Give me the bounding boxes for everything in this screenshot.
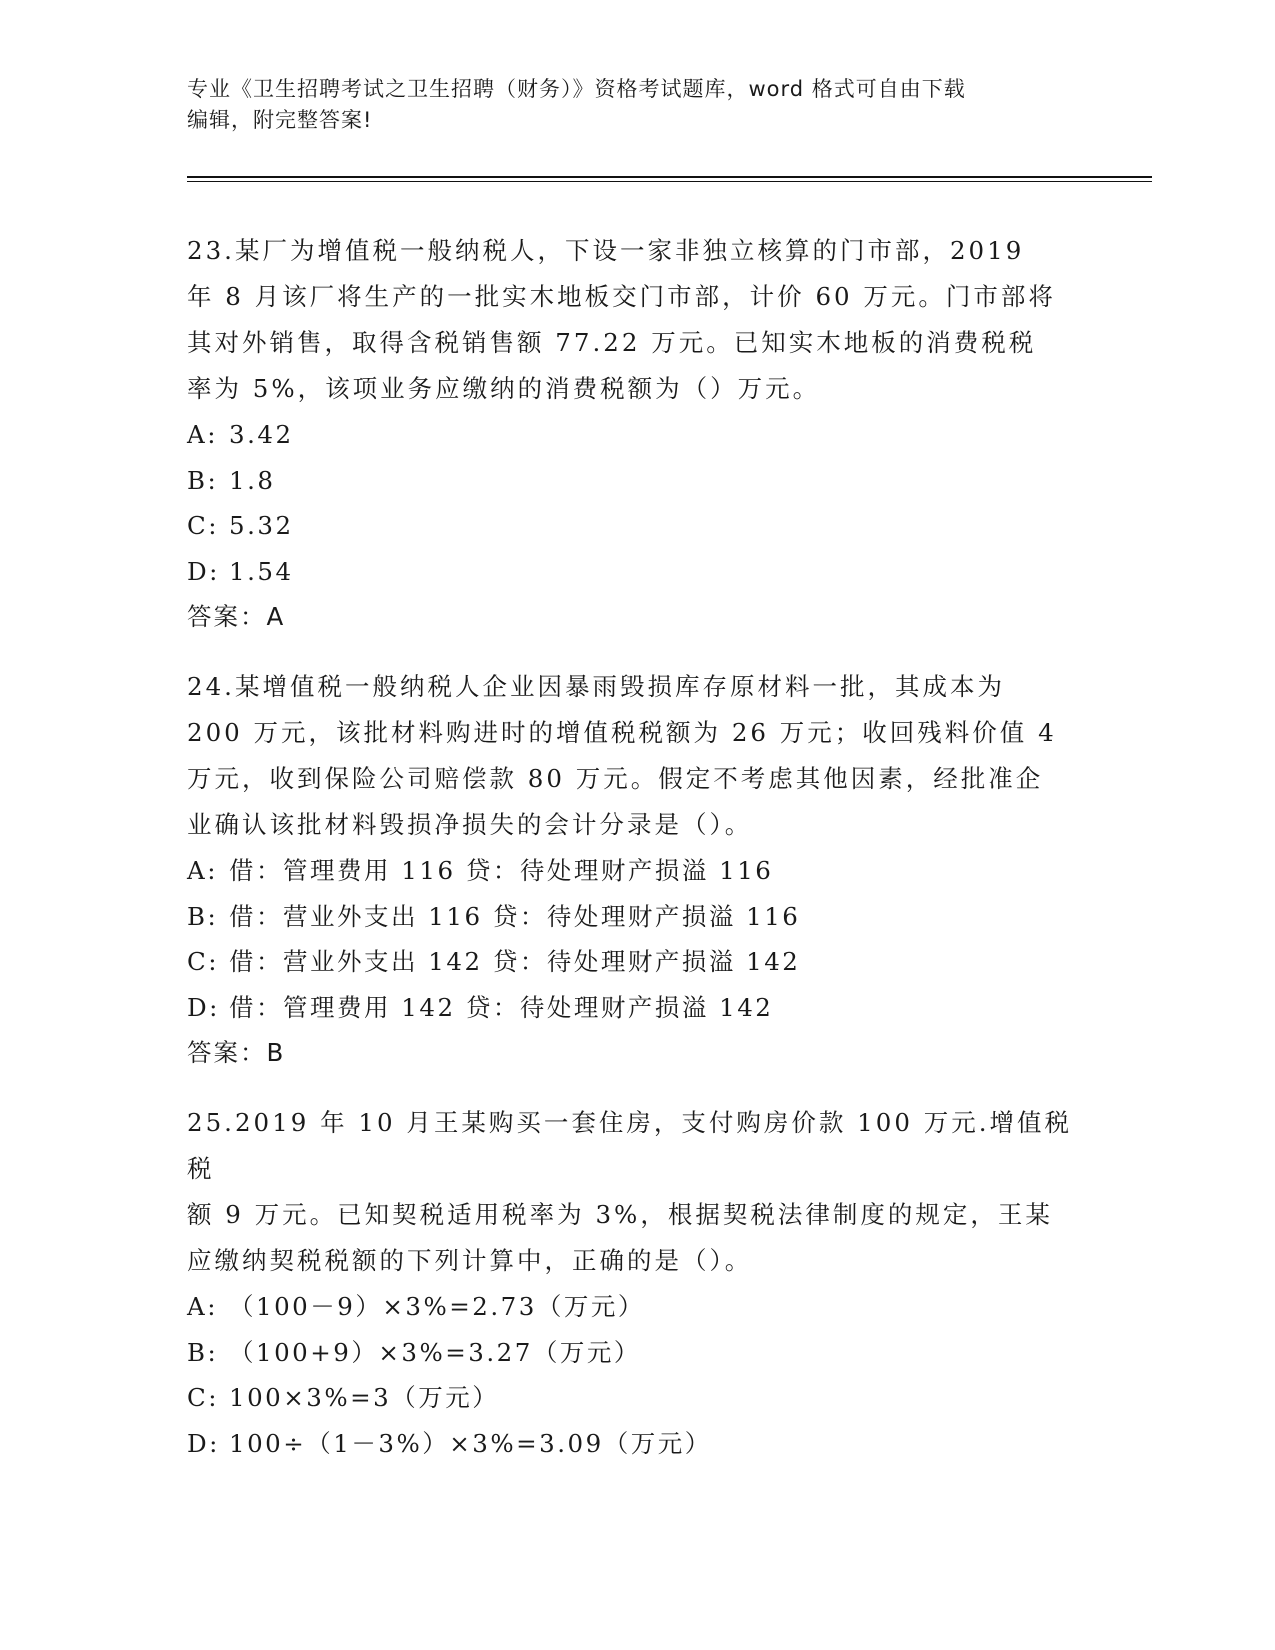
document-header	[187, 74, 1087, 136]
option-text: 100÷（1－3%）×3%=3.09（万元）	[229, 1428, 712, 1458]
option-key: A:	[187, 1292, 218, 1321]
stem-line: 应缴纳契税税额的下列计算中，正确的是（）。	[187, 1246, 753, 1275]
option-text: 100×3%=3（万元）	[229, 1383, 500, 1412]
option-key: C:	[187, 511, 220, 540]
stem-line: 200 万元，该批材料购进时的增值税税额为 26 万元；收回残料价值 4	[187, 718, 1057, 747]
option-a	[187, 412, 1087, 458]
option-d	[187, 1421, 1087, 1467]
option-text: （100+9）×3%=3.27（万元）	[229, 1337, 641, 1367]
option-text: 3.42	[229, 420, 294, 449]
stem-line: 率为 5%，该项业务应缴纳的消费税额为（）万元。	[187, 374, 821, 403]
question-25	[187, 1100, 1087, 1466]
option-c	[187, 503, 1087, 549]
question-stem	[187, 1100, 1087, 1284]
stem-line: 万元，收到保险公司赔偿款 80 万元。假定不考虑其他因素，经批准企	[187, 764, 1044, 793]
stem-line: 业确认该批材料毁损净损失的会计分录是（）。	[187, 810, 753, 839]
header-line-2: 编辑，附完整答案!	[187, 108, 373, 132]
option-b	[187, 894, 1087, 940]
option-key: B:	[187, 465, 219, 495]
header-divider-thin	[187, 181, 1152, 182]
stem-line: 年 8 月该厂将生产的一批实木地板交门市部，计价 60 万元。门市部将	[187, 282, 1056, 311]
header-line-1: 专业《卫生招聘考试之卫生招聘（财务）》资格考试题库，word 格式可自由下载	[187, 77, 966, 101]
option-c	[187, 939, 1087, 985]
question-stem	[187, 664, 1087, 848]
option-d	[187, 549, 1087, 595]
stem-line: 25.2019 年 10 月王某购买一套住房，支付购房价款 100 万元.增值税税	[187, 1108, 1072, 1183]
option-text: 5.32	[229, 511, 294, 540]
option-text: 1.54	[229, 556, 294, 586]
answer-label: 答案：B	[187, 1038, 286, 1067]
option-b	[187, 458, 1087, 504]
stem-line: 24.某增值税一般纳税人企业因暴雨毁损库存原材料一批，其成本为	[187, 672, 1005, 701]
question-24	[187, 664, 1087, 1076]
stem-line: 其对外销售，取得含税销售额 77.22 万元。已知实木地板的消费税税	[187, 328, 1037, 357]
question-23	[187, 228, 1087, 640]
option-key: D:	[187, 1428, 220, 1458]
header-divider-thick	[187, 176, 1152, 178]
option-c	[187, 1375, 1087, 1421]
option-key: A:	[187, 856, 218, 885]
option-text: 借：管理费用 116 贷：待处理财产损溢 116	[229, 856, 774, 885]
option-key: C:	[187, 1383, 220, 1412]
option-a	[187, 848, 1087, 894]
option-a	[187, 1284, 1087, 1330]
option-text: 借：管理费用 142 贷：待处理财产损溢 142	[229, 992, 774, 1022]
option-key: B:	[187, 901, 219, 931]
question-stem	[187, 228, 1087, 412]
option-key: B:	[187, 1337, 219, 1367]
option-text: （100－9）×3%=2.73（万元）	[229, 1292, 645, 1321]
option-key: D:	[187, 992, 220, 1022]
option-key: D:	[187, 556, 220, 586]
option-text: 1.8	[229, 465, 276, 495]
option-key: A:	[187, 420, 218, 449]
answer-label: 答案：A	[187, 602, 286, 631]
option-text: 借：营业外支出 116 贷：待处理财产损溢 116	[229, 901, 801, 931]
stem-line: 额 9 万元。已知契税适用税率为 3%，根据契税法律制度的规定，王某	[187, 1200, 1053, 1229]
option-text: 借：营业外支出 142 贷：待处理财产损溢 142	[229, 947, 801, 976]
option-b	[187, 1330, 1087, 1376]
option-key: C:	[187, 947, 220, 976]
stem-line: 23.某厂为增值税一般纳税人，下设一家非独立核算的门市部，2019	[187, 236, 1025, 265]
option-d	[187, 985, 1087, 1031]
